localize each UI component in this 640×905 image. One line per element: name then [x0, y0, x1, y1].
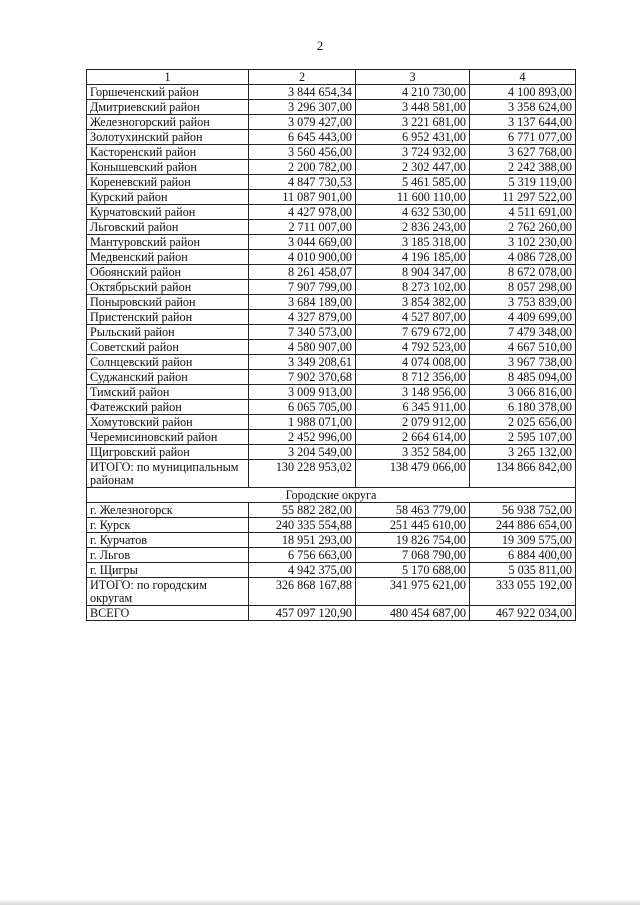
value-cell: 3 560 456,00: [249, 145, 356, 160]
table-row: [87, 235, 576, 250]
row-label-cell: Горшеченский район: [87, 85, 249, 100]
row-label-cell: г. Железногорск: [87, 503, 249, 518]
scan-edge: [0, 899, 640, 905]
value-cell: 55 882 282,00: [249, 503, 356, 518]
value-cell: 2 025 656,00: [470, 415, 576, 430]
header-cell: 3: [356, 70, 470, 85]
value-cell: 7 340 573,00: [249, 325, 356, 340]
row-label-cell: Льговский район: [87, 220, 249, 235]
table-row: [87, 190, 576, 205]
table-row: [87, 533, 576, 548]
value-cell: 6 756 663,00: [249, 548, 356, 563]
value-cell: 8 273 102,00: [356, 280, 470, 295]
value-cell: 3 296 307,00: [249, 100, 356, 115]
value-cell: 3 352 584,00: [356, 445, 470, 460]
value-cell: 4 667 510,00: [470, 340, 576, 355]
value-cell: 7 068 790,00: [356, 548, 470, 563]
value-cell: 11 297 522,00: [470, 190, 576, 205]
value-cell: 3 753 839,00: [470, 295, 576, 310]
row-label-cell: г. Щигры: [87, 563, 249, 578]
value-cell: 2 200 782,00: [249, 160, 356, 175]
value-cell: 3 148 956,00: [356, 385, 470, 400]
value-cell: 3 185 318,00: [356, 235, 470, 250]
table-row: [87, 370, 576, 385]
row-label-cell: Суджанский район: [87, 370, 249, 385]
value-cell: 6 345 911,00: [356, 400, 470, 415]
row-label-cell: Медвенский район: [87, 250, 249, 265]
table-row: [87, 175, 576, 190]
value-cell: 3 627 768,00: [470, 145, 576, 160]
value-cell: 134 866 842,00: [470, 460, 576, 488]
row-label-cell: Рыльский район: [87, 325, 249, 340]
value-cell: 7 902 370,68: [249, 370, 356, 385]
value-cell: 3 448 581,00: [356, 100, 470, 115]
municipal-total-row: [87, 460, 576, 488]
value-cell: 2 242 388,00: [470, 160, 576, 175]
value-cell: 8 712 356,00: [356, 370, 470, 385]
row-label-cell: Дмитриевский район: [87, 100, 249, 115]
value-cell: 2 836 243,00: [356, 220, 470, 235]
table-row: [87, 385, 576, 400]
value-cell: 4 327 879,00: [249, 310, 356, 325]
value-cell: 4 942 375,00: [249, 563, 356, 578]
row-label-cell: ИТОГО: по городским округам: [87, 578, 249, 606]
table-row: [87, 250, 576, 265]
value-cell: 4 580 907,00: [249, 340, 356, 355]
value-cell: 7 679 672,00: [356, 325, 470, 340]
row-label-cell: Касторенский район: [87, 145, 249, 160]
value-cell: 11 087 901,00: [249, 190, 356, 205]
value-cell: 2 595 107,00: [470, 430, 576, 445]
value-cell: 1 988 071,00: [249, 415, 356, 430]
section-label: Городские округа: [87, 488, 576, 503]
value-cell: 2 664 614,00: [356, 430, 470, 445]
value-cell: 3 854 382,00: [356, 295, 470, 310]
row-label-cell: Обоянский район: [87, 265, 249, 280]
header-cell: 4: [470, 70, 576, 85]
value-cell: 3 044 669,00: [249, 235, 356, 250]
table-row: [87, 265, 576, 280]
row-label-cell: Мантуровский район: [87, 235, 249, 250]
value-cell: 3 265 132,00: [470, 445, 576, 460]
value-cell: 7 479 348,00: [470, 325, 576, 340]
header-cell: 2: [249, 70, 356, 85]
table-row: [87, 430, 576, 445]
value-cell: 7 907 799,00: [249, 280, 356, 295]
value-cell: 2 452 996,00: [249, 430, 356, 445]
value-cell: 8 672 078,00: [470, 265, 576, 280]
value-cell: 3 684 189,00: [249, 295, 356, 310]
value-cell: 138 479 066,00: [356, 460, 470, 488]
table-row: [87, 145, 576, 160]
value-cell: 3 358 624,00: [470, 100, 576, 115]
value-cell: 6 771 077,00: [470, 130, 576, 145]
value-cell: 6 884 400,00: [470, 548, 576, 563]
table-body: [87, 70, 576, 621]
value-cell: 4 632 530,00: [356, 205, 470, 220]
table-row: [87, 100, 576, 115]
row-label-cell: Октябрьский район: [87, 280, 249, 295]
table-row: [87, 563, 576, 578]
value-cell: 467 922 034,00: [470, 606, 576, 621]
table-row: [87, 400, 576, 415]
value-cell: 5 319 119,00: [470, 175, 576, 190]
value-cell: 6 180 378,00: [470, 400, 576, 415]
value-cell: 6 065 705,00: [249, 400, 356, 415]
value-cell: 457 097 120,90: [249, 606, 356, 621]
value-cell: 56 938 752,00: [470, 503, 576, 518]
budget-table: [86, 69, 576, 621]
value-cell: 244 886 654,00: [470, 518, 576, 533]
row-label-cell: г. Курск: [87, 518, 249, 533]
value-cell: 3 967 738,00: [470, 355, 576, 370]
value-cell: 4 409 699,00: [470, 310, 576, 325]
value-cell: 5 461 585,00: [356, 175, 470, 190]
row-label-cell: г. Курчатов: [87, 533, 249, 548]
section-row: [87, 488, 576, 503]
table-row: [87, 415, 576, 430]
table-row: [87, 548, 576, 563]
value-cell: 240 335 554,88: [249, 518, 356, 533]
value-cell: 3 102 230,00: [470, 235, 576, 250]
row-label-cell: Конышевский район: [87, 160, 249, 175]
grand-total-row: [87, 606, 576, 621]
value-cell: 130 228 953,02: [249, 460, 356, 488]
value-cell: 58 463 779,00: [356, 503, 470, 518]
header-row: [87, 70, 576, 85]
table-row: [87, 503, 576, 518]
value-cell: 3 204 549,00: [249, 445, 356, 460]
table-row: [87, 280, 576, 295]
value-cell: 251 445 610,00: [356, 518, 470, 533]
value-cell: 11 600 110,00: [356, 190, 470, 205]
value-cell: 8 261 458,07: [249, 265, 356, 280]
value-cell: 4 196 185,00: [356, 250, 470, 265]
value-cell: 8 057 298,00: [470, 280, 576, 295]
table-row: [87, 445, 576, 460]
value-cell: 6 952 431,00: [356, 130, 470, 145]
value-cell: 3 137 644,00: [470, 115, 576, 130]
value-cell: 19 309 575,00: [470, 533, 576, 548]
header-cell: 1: [87, 70, 249, 85]
value-cell: 4 100 893,00: [470, 85, 576, 100]
row-label-cell: Золотухинский район: [87, 130, 249, 145]
value-cell: 19 826 754,00: [356, 533, 470, 548]
value-cell: 3 066 816,00: [470, 385, 576, 400]
value-cell: 341 975 621,00: [356, 578, 470, 606]
row-label-cell: Хомутовский район: [87, 415, 249, 430]
value-cell: 8 904 347,00: [356, 265, 470, 280]
row-label-cell: ВСЕГО: [87, 606, 249, 621]
row-label-cell: Фатежский район: [87, 400, 249, 415]
value-cell: 2 302 447,00: [356, 160, 470, 175]
row-label-cell: Солнцевский район: [87, 355, 249, 370]
value-cell: 4 010 900,00: [249, 250, 356, 265]
table-row: [87, 310, 576, 325]
value-cell: 4 427 978,00: [249, 205, 356, 220]
table-row: [87, 205, 576, 220]
value-cell: 3 844 654,34: [249, 85, 356, 100]
table-row: [87, 295, 576, 310]
page-number: 2: [316, 38, 324, 53]
value-cell: 333 055 192,00: [470, 578, 576, 606]
row-label-cell: Щигровский район: [87, 445, 249, 460]
table-row: [87, 220, 576, 235]
value-cell: 4 086 728,00: [470, 250, 576, 265]
urban-total-row: [87, 578, 576, 606]
table-row: [87, 160, 576, 175]
value-cell: 3 221 681,00: [356, 115, 470, 130]
value-cell: 5 035 811,00: [470, 563, 576, 578]
row-label-cell: г. Льгов: [87, 548, 249, 563]
value-cell: 5 170 688,00: [356, 563, 470, 578]
value-cell: 480 454 687,00: [356, 606, 470, 621]
value-cell: 8 485 094,00: [470, 370, 576, 385]
value-cell: 6 645 443,00: [249, 130, 356, 145]
table-row: [87, 518, 576, 533]
value-cell: 4 792 523,00: [356, 340, 470, 355]
row-label-cell: Советский район: [87, 340, 249, 355]
row-label-cell: Кореневский район: [87, 175, 249, 190]
value-cell: 3 724 932,00: [356, 145, 470, 160]
value-cell: 3 349 208,61: [249, 355, 356, 370]
value-cell: 3 009 913,00: [249, 385, 356, 400]
table-row: [87, 85, 576, 100]
row-label-cell: Черемисиновский район: [87, 430, 249, 445]
value-cell: 2 762 260,00: [470, 220, 576, 235]
value-cell: 4 847 730,53: [249, 175, 356, 190]
row-label-cell: Железногорский район: [87, 115, 249, 130]
value-cell: 4 210 730,00: [356, 85, 470, 100]
value-cell: 3 079 427,00: [249, 115, 356, 130]
table-row: [87, 325, 576, 340]
row-label-cell: Курчатовский район: [87, 205, 249, 220]
row-label-cell: Пристенский район: [87, 310, 249, 325]
value-cell: 2 079 912,00: [356, 415, 470, 430]
value-cell: 4 074 008,00: [356, 355, 470, 370]
value-cell: 326 868 167,88: [249, 578, 356, 606]
table-row: [87, 355, 576, 370]
row-label-cell: Поныровский район: [87, 295, 249, 310]
row-label-cell: Тимский район: [87, 385, 249, 400]
row-label-cell: Курский район: [87, 190, 249, 205]
table-row: [87, 340, 576, 355]
table-row: [87, 115, 576, 130]
value-cell: 2 711 007,00: [249, 220, 356, 235]
table-row: [87, 130, 576, 145]
value-cell: 18 951 293,00: [249, 533, 356, 548]
value-cell: 4 527 807,00: [356, 310, 470, 325]
value-cell: 4 511 691,00: [470, 205, 576, 220]
row-label-cell: ИТОГО: по муниципальным районам: [87, 460, 249, 488]
